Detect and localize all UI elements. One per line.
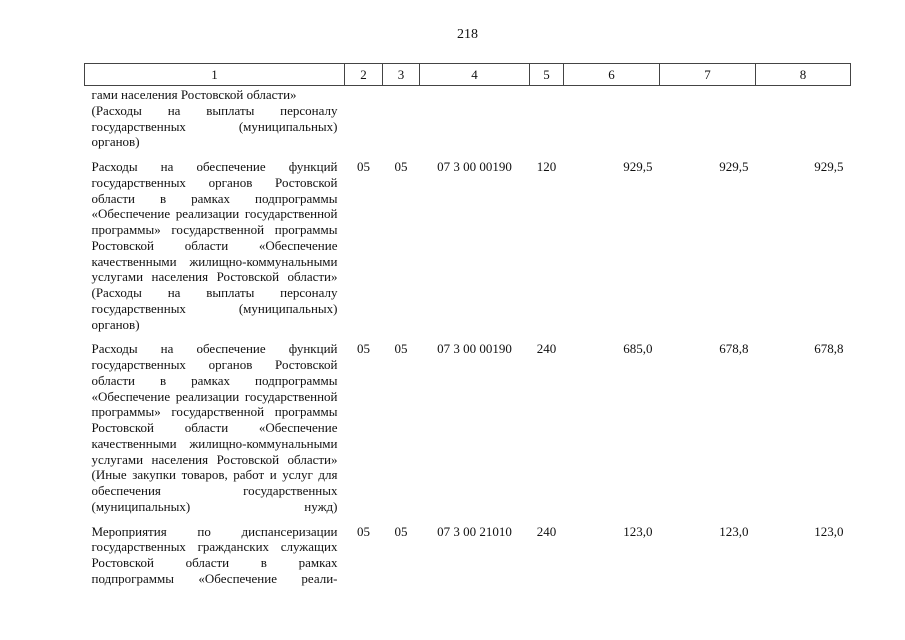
column-header: 1 — [85, 64, 345, 86]
cell-subsection: 05 — [394, 523, 408, 539]
cell-subsection — [383, 86, 420, 160]
column-header: 8 — [756, 64, 851, 86]
cell-value-2: 678,8 — [719, 341, 749, 357]
column-header: 4 — [420, 64, 530, 86]
cell-target-code: 07 3 00 00190 — [437, 159, 512, 174]
cell-expense-type — [530, 86, 564, 160]
row-description-line: (Расходы на выплаты персоналу государственных (муниципальных) органов) — [91, 102, 338, 150]
column-header: 7 — [660, 64, 756, 86]
cell-value-2: 929,5 — [719, 159, 749, 174]
cell-section — [345, 86, 383, 160]
row-description — [85, 86, 345, 160]
cell-expense-type: 120 — [536, 159, 557, 174]
table-header-row — [85, 64, 851, 86]
cell-target-code: 07 3 00 00190 — [437, 341, 512, 357]
cell-value-2: 123,0 — [719, 523, 749, 539]
row-description-line: гами населения Ростовской области» — [91, 87, 297, 102]
cell-value-1: 123,0 — [623, 523, 653, 539]
cell-expense-type: 240 — [536, 341, 557, 357]
cell-section: 05 — [357, 523, 370, 539]
cell-target-code — [420, 86, 530, 160]
cell-section: 05 — [357, 159, 370, 174]
cell-value-3 — [756, 86, 851, 160]
table-row — [85, 524, 851, 587]
column-header: 2 — [345, 64, 383, 86]
column-header: 3 — [383, 64, 420, 86]
column-header: 5 — [530, 64, 564, 86]
cell-subsection: 05 — [394, 341, 408, 357]
cell-expense-type: 240 — [536, 523, 557, 539]
cell-value-1 — [564, 86, 660, 160]
budget-table — [84, 63, 851, 587]
table-row — [85, 159, 851, 341]
cell-value-3: 123,0 — [814, 523, 844, 539]
row-description: Мероприятия по диспансеризации государственных гражданских служащих Ростовской области в рамках подпрограммы «Обеспечение реали- — [91, 523, 338, 586]
cell-subsection: 05 — [394, 159, 408, 174]
cell-value-3: 929,5 — [814, 159, 844, 174]
table-row — [85, 341, 851, 523]
cell-section: 05 — [357, 341, 370, 357]
row-description: Расходы на обеспечение функций государственных органов Ростовской области в рамках подпрограммы «Обеспечение реализации государственной программы» государственной программы Ростовской области «Обеспечение качественными жилищно-коммунальными услугами населения Ростовской области» (Иные закупки товаров, работ и услуг для обеспечения государственных (муниципальных) нужд) — [91, 341, 338, 514]
cell-value-2 — [660, 86, 756, 160]
cell-value-1: 685,0 — [623, 341, 653, 357]
page-number: 218 — [457, 27, 478, 42]
cell-value-1: 929,5 — [623, 159, 653, 174]
cell-target-code: 07 3 00 21010 — [437, 523, 512, 539]
row-description: Расходы на обеспечение функций государственных органов Ростовской области в рамках подпрограммы «Обеспечение реализации государственной программы» государственной программы Ростовской области «Обеспечение качественными жилищно-коммунальными услугами населения Ростовской области» (Расходы на выплаты персоналу государственных (муниципальных) органов) — [91, 159, 338, 332]
cell-value-3: 678,8 — [814, 341, 844, 357]
table-row — [85, 86, 851, 160]
column-header: 6 — [564, 64, 660, 86]
